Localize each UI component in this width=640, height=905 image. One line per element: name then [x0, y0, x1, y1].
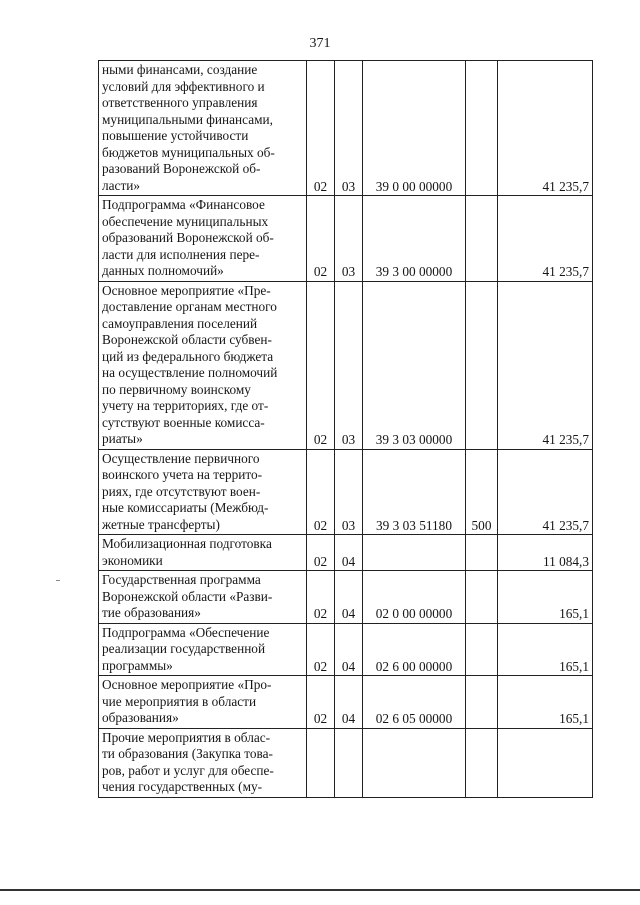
- subsection-code-cell: 04: [335, 676, 363, 729]
- row-name-line: Основное мероприятие «Пре-: [102, 282, 271, 298]
- amount-cell: [498, 728, 593, 797]
- row-name-line: бюджетов муниципальных об-: [102, 144, 275, 160]
- budget-table-body: [99, 61, 593, 798]
- table-row: [99, 61, 593, 196]
- section-code-cell: 02: [307, 676, 335, 729]
- target-article-cell: 39 3 03 51180: [363, 449, 466, 535]
- row-name-line: риаты»: [102, 431, 143, 446]
- row-name-line: условий для эффективного и: [102, 78, 265, 94]
- amount-cell: 41 235,7: [498, 196, 593, 282]
- table-row: [99, 449, 593, 535]
- subsection-code-cell: 03: [335, 61, 363, 196]
- expense-type-cell: [466, 196, 498, 282]
- budget-table: [98, 60, 593, 798]
- row-name-line: обеспечение муниципальных: [102, 213, 269, 229]
- page-number: 371: [309, 36, 331, 51]
- margin-mark: [56, 580, 60, 581]
- target-article-cell: 39 0 00 00000: [363, 61, 466, 196]
- row-name-cell: [99, 571, 307, 624]
- target-article-cell: [363, 535, 466, 571]
- expense-type-cell: [466, 61, 498, 196]
- row-name-line: Осуществление первичного: [102, 450, 260, 466]
- row-name-line: Мобилизационная подготовка: [102, 536, 272, 551]
- subsection-code-cell: 03: [335, 449, 363, 535]
- section-code-cell: 02: [307, 535, 335, 571]
- target-article-cell: 02 0 00 00000: [363, 571, 466, 624]
- row-name-line: разований Воронежской об-: [102, 161, 261, 176]
- row-name-line: Основное мероприятие «Про-: [102, 677, 272, 692]
- target-article-cell: 02 6 05 00000: [363, 676, 466, 729]
- target-article-cell: 02 6 00 00000: [363, 623, 466, 676]
- section-code-cell: [307, 728, 335, 797]
- table-row: [99, 623, 593, 676]
- expense-type-cell: [466, 623, 498, 676]
- subsection-code-cell: 04: [335, 571, 363, 624]
- row-name-line: воинского учета на террито-: [102, 467, 263, 482]
- row-name-line: образования»: [102, 710, 179, 725]
- row-name-line: Государственная программа: [102, 572, 261, 587]
- row-name-line: образований Воронежской об-: [102, 230, 274, 245]
- row-name-line: ти образования (Закупка това-: [102, 746, 273, 761]
- row-name-line: Подпрограмма «Финансовое: [102, 197, 265, 212]
- section-code-cell: 02: [307, 61, 335, 196]
- section-code-cell: 02: [307, 571, 335, 624]
- expense-type-cell: 500: [466, 449, 498, 535]
- row-name-line: ными финансами, создание: [102, 62, 258, 77]
- table-row: [99, 728, 593, 797]
- row-name-line: на осуществление полномочий: [102, 365, 278, 380]
- row-name-cell: [99, 196, 307, 282]
- section-code-cell: 02: [307, 281, 335, 449]
- amount-cell: 11 084,3: [498, 535, 593, 571]
- table-row: [99, 676, 593, 729]
- expense-type-cell: [466, 728, 498, 797]
- amount-cell: 41 235,7: [498, 449, 593, 535]
- table-row: [99, 281, 593, 449]
- subsection-code-cell: 03: [335, 281, 363, 449]
- row-name-line: тие образования»: [102, 605, 201, 620]
- row-name-line: чие мероприятия в области: [102, 693, 257, 709]
- row-name-line: самоуправления поселений: [102, 315, 258, 331]
- row-name-line: данных полномочий»: [102, 263, 224, 278]
- row-name-line: ров, работ и услуг для обеспе-: [102, 762, 274, 778]
- row-name-line: ций из федерального бюджета: [102, 348, 274, 364]
- amount-cell: 165,1: [498, 623, 593, 676]
- row-name-cell: [99, 449, 307, 535]
- expense-type-cell: [466, 571, 498, 624]
- amount-cell: 165,1: [498, 676, 593, 729]
- amount-cell: 41 235,7: [498, 61, 593, 196]
- table-row: [99, 196, 593, 282]
- page-bottom-rule: [0, 889, 640, 891]
- row-name-line: ласти»: [102, 177, 141, 193]
- subsection-code-cell: 04: [335, 623, 363, 676]
- row-name-line: учету на территориях, где от-: [102, 398, 269, 413]
- row-name-line: программы»: [102, 657, 173, 673]
- section-code-cell: 02: [307, 196, 335, 282]
- row-name-cell: [99, 61, 307, 196]
- target-article-cell: [363, 728, 466, 797]
- target-article-cell: 39 3 03 00000: [363, 281, 466, 449]
- row-name-line: сутствуют военные комисса-: [102, 414, 265, 430]
- row-name-line: ласти для исполнения пере-: [102, 246, 260, 262]
- target-article-cell: 39 3 00 00000: [363, 196, 466, 282]
- row-name-cell: [99, 728, 307, 797]
- expense-type-cell: [466, 535, 498, 571]
- row-name-line: повышение устойчивости: [102, 128, 249, 143]
- subsection-code-cell: [335, 728, 363, 797]
- amount-cell: 165,1: [498, 571, 593, 624]
- row-name-line: муниципальными финансами,: [102, 111, 273, 127]
- expense-type-cell: [466, 676, 498, 729]
- amount-cell: 41 235,7: [498, 281, 593, 449]
- row-name-line: экономики: [102, 552, 163, 568]
- expense-type-cell: [466, 281, 498, 449]
- table-row: [99, 571, 593, 624]
- row-name-cell: [99, 676, 307, 729]
- section-code-cell: 02: [307, 623, 335, 676]
- row-name-cell: [99, 281, 307, 449]
- row-name-line: ные комиссариаты (Межбюд-: [102, 500, 269, 515]
- table-row: [99, 535, 593, 571]
- row-name-line: Подпрограмма «Обеспечение: [102, 624, 270, 640]
- row-name-line: риях, где отсутствуют воен-: [102, 483, 261, 499]
- row-name-line: Воронежской области «Разви-: [102, 588, 273, 604]
- row-name-line: Прочие мероприятия в облас-: [102, 729, 271, 745]
- row-name-line: реализации государственной: [102, 641, 266, 656]
- row-name-line: доставление органам местного: [102, 299, 277, 314]
- subsection-code-cell: 04: [335, 535, 363, 571]
- row-name-line: ответственного управления: [102, 95, 258, 110]
- row-name-cell: [99, 623, 307, 676]
- row-name-line: по первичному воинскому: [102, 381, 251, 397]
- row-name-line: чения государственных (му-: [102, 779, 263, 794]
- row-name-line: жетные трансферты): [102, 516, 220, 532]
- section-code-cell: 02: [307, 449, 335, 535]
- row-name-cell: [99, 535, 307, 571]
- subsection-code-cell: 03: [335, 196, 363, 282]
- row-name-line: Воронежской области субвен-: [102, 332, 272, 347]
